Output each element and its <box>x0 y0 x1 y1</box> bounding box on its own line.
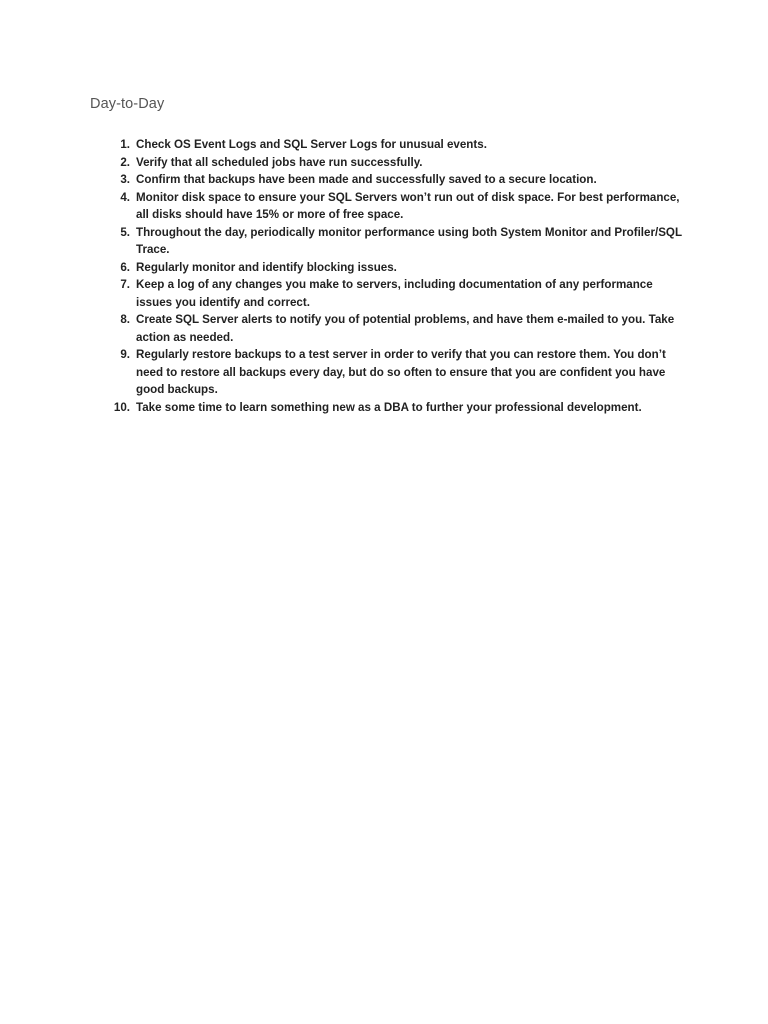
list-item <box>100 171 690 189</box>
list-item-text: Regularly restore backups to a test server in order to verify that you can restore them. You don’t need to restore all backups every day, but do so often to ensure that you are confident you have good backups. <box>136 348 666 396</box>
list-item-number: 1. <box>120 138 130 151</box>
list-item <box>100 189 690 224</box>
list-item-number: 6. <box>120 260 130 274</box>
list-item-text: Regularly monitor and identify blocking issues. <box>136 260 397 274</box>
list-item-number: 2. <box>120 155 130 169</box>
list-item <box>100 311 690 346</box>
list-item <box>100 276 690 311</box>
list-item <box>100 259 690 277</box>
list-item-text: Monitor disk space to ensure your SQL Servers won’t run out of disk space. For best performance, all disks should have 15% or more of free space. <box>136 190 680 221</box>
task-list <box>100 136 690 416</box>
list-item-text: Create SQL Server alerts to notify you of potential problems, and have them e-mailed to you. Take action as needed. <box>136 313 675 344</box>
list-item-number: 10. <box>113 400 130 414</box>
list-item-number: 3. <box>120 173 130 186</box>
list-item-number: 8. <box>120 313 130 326</box>
list-item <box>100 154 690 172</box>
list-item-text: Take some time to learn something new as a DBA to further your professional development. <box>136 400 642 414</box>
list-item-number: 4. <box>120 190 130 204</box>
list-item-number: 9. <box>120 348 130 361</box>
list-item-text: Verify that all scheduled jobs have run successfully. <box>136 155 423 169</box>
list-item <box>100 399 690 417</box>
list-item-number: 7. <box>120 278 130 291</box>
list-item <box>100 136 690 154</box>
list-item-text: Confirm that backups have been made and successfully saved to a secure location. <box>136 173 597 186</box>
list-item-text: Keep a log of any changes you make to servers, including documentation of any performance issues you identify and correct. <box>136 278 653 309</box>
list-item <box>100 346 690 399</box>
list-item <box>100 224 690 259</box>
section-heading: Day-to-Day <box>90 96 165 112</box>
list-item-number: 5. <box>120 225 130 239</box>
list-item-text: Check OS Event Logs and SQL Server Logs for unusual events. <box>136 138 487 151</box>
list-item-text: Throughout the day, periodically monitor performance using both System Monitor and Profiler/SQL Trace. <box>136 225 682 256</box>
